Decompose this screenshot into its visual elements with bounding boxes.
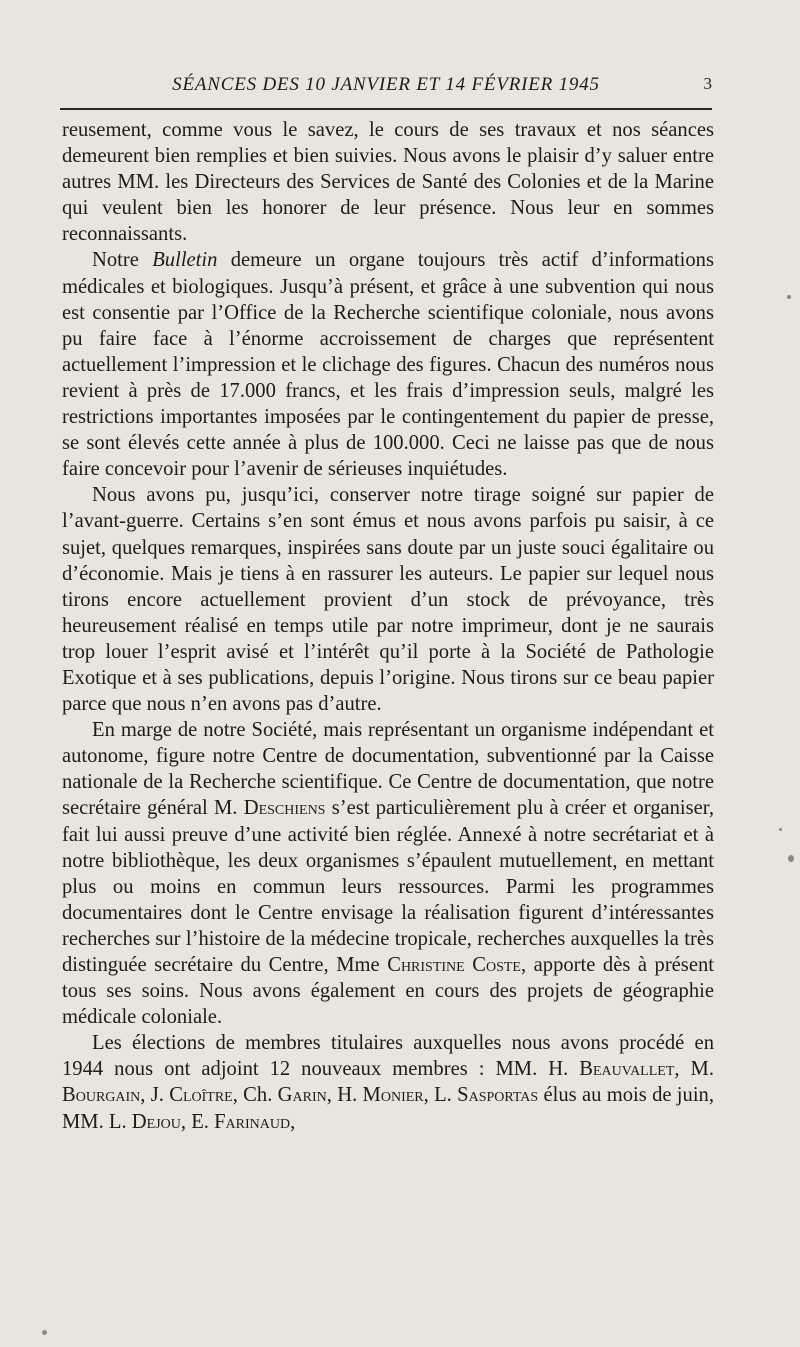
name-monier: Monier xyxy=(362,1084,424,1107)
name-deschiens: Deschiens xyxy=(243,797,326,820)
paragraph-5-text-d: , Ch. xyxy=(232,1084,278,1107)
running-title: SÉANCES DES 10 JANVIER ET 14 FÉVRIER 1945 xyxy=(172,74,600,95)
paragraph-2-text-a: Notre xyxy=(92,249,153,272)
bulletin-title: Bulletin xyxy=(152,249,218,272)
paragraph-5-text-f: , L. xyxy=(423,1084,458,1107)
paragraph-1: reusement, comme vous le savez, le cours de ses travaux et nos séances demeurent bien remplies et bien suivies. Nous avons le plaisir d’y saluer entre autres MM. les Directeurs des Services de Santé des Colonies et de la Marine qui veulent bien les honorer de leur présence. Nous leur en sommes reconnaissants. xyxy=(62,119,714,246)
paragraph-5-text-h: , E. xyxy=(180,1110,215,1133)
name-cloitre: Cloître xyxy=(169,1084,233,1107)
paragraph-2 xyxy=(62,247,714,482)
name-beauvallet: Beauvallet xyxy=(579,1058,675,1081)
paper-speck xyxy=(788,855,794,862)
paragraph-4-text-a: En marge de notre Société, mais représentant un organisme indépendant et autonome, figure notre Centre de documentation, subventionné par la Caisse nationale de la Recherche scientifique. Ce Centre de documentation, que notre secrétaire général M. xyxy=(62,719,714,820)
paragraph-3: Nous avons pu, jusqu’ici, conserver notre tirage soigné sur papier de l’avant-guerre. Certains s’en sont émus et nous avons parfois pu saisir, à ce sujet, quelques remarques, inspirées sans doute par un juste souci égalitaire ou d’économie. Mais je tiens à en rassurer les auteurs. Le papier sur lequel nous tirons encore actuellement provient d’un stock de prévoyance, très heureusement réalisé en temps utile par notre imprimeur, dont je ne saurais trop louer l’esprit avisé et l’intérêt qu’il porte à la Société de Pathologie Exotique et à ses publications, depuis l’origine. Nous tirons sur ce beau papier parce que nous n’en avons pas d’autre. xyxy=(62,484,714,716)
name-farinaud: Farinaud xyxy=(214,1110,291,1133)
paper-speck xyxy=(787,295,791,299)
name-christine-coste: Christine Coste xyxy=(387,954,521,976)
paragraph-5-text-g: élus au mois de juin, MM. L. xyxy=(62,1084,714,1133)
name-bourgain: Bourgain xyxy=(62,1084,141,1107)
page-number: 3 xyxy=(703,74,712,93)
name-sasportas: Sasportas xyxy=(457,1084,539,1107)
paragraph-4-text-b: s’est particulièrement plu à créer et organiser, fait lui aussi preuve d’une activité bien réglée. Annexé à notre secrétariat et à notre bibliothèque, les deux organismes s’épaulent mutuellement, en mettant plus ou moins en commun leurs ressources. Parmi les programmes documentaires dont le Centre envisage la réalisation figurent d’intéressantes recherches sur l’histoire de la médecine tropicale, recherches auxquelles la très distinguée secrétaire du Centre, Mme xyxy=(62,797,714,976)
paragraph-5 xyxy=(62,1030,714,1134)
paragraph-5-text-e: , H. xyxy=(326,1084,363,1107)
paragraph-4-text-c: , apporte dès à présent tous ses soins. Nous avons également en cours des projets de géographie médicale coloniale. xyxy=(62,954,714,1029)
body-text xyxy=(62,117,714,1135)
name-garin: Garin xyxy=(277,1084,327,1107)
paragraph-5-text-b: , M. xyxy=(674,1058,714,1081)
page-header xyxy=(60,68,712,110)
paragraph-2-text-b: demeure un organe toujours très actif d’informations médicales et biologiques. Jusqu’à présent, et grâce à une subvention qui nous est consentie par l’Office de la Recherche scientifique coloniale, nous avons pu faire face à l’énorme accroissement de charges que représentent actuellement l’impression et le clichage des figures. Chacun des numéros nous revient à près de 17.000 francs, et les frais d’impression seuls, malgré les restrictions importantes imposées par le contingentement du papier de presse, se sont élevés cette année à plus de 100.000. Ceci ne laisse pas que de nous faire concevoir pour l’avenir de sérieuses inquiétudes. xyxy=(62,249,714,481)
paper-speck xyxy=(42,1330,47,1335)
paragraph-5-text-i: , xyxy=(290,1110,296,1133)
paragraph-5-text-a: Les élections de membres titulaires auxquelles nous avons procédé en 1944 nous ont adjoint 12 nouveaux membres : MM. H. xyxy=(62,1032,714,1081)
name-dejou: Dejou xyxy=(131,1110,181,1133)
paragraph-5-text-c: , J. xyxy=(140,1084,170,1107)
paper-speck xyxy=(779,828,782,831)
paragraph-4 xyxy=(62,717,714,1030)
